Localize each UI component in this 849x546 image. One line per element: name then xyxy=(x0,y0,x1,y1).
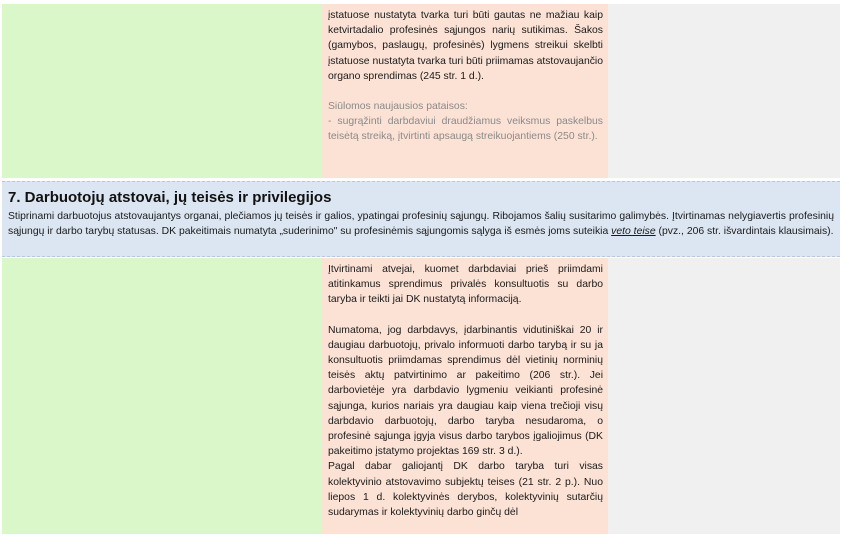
section-band xyxy=(2,181,840,257)
current-code-paragraph: Pagal dabar galiojantį DK darbo taryba turi visas kolektyvinio atstovavimo subjektų teises (21 str. 2 p.). Nuo liepos 1 d. kolektyvinės derybos, kolektyvinių sutarčių sudarymas ir kolektyvinių darbo ginčų dėl xyxy=(328,461,603,519)
strike-procedure-paragraph: įstatuose nustatyta tvarka turi būti gautas ne mažiau kaip ketvirtadalio profesinės sąjungos narių sutikimas. Šakos (gamybos, paslaugų, profesinės) lygmens streikui skelbti įstatuose nustatyta tvarka turi būti priimamas atstovaujančio organo sprendimas (245 str. 1 d.). xyxy=(328,10,603,82)
table-cell-peach xyxy=(322,4,608,178)
table-cell-gray xyxy=(608,4,840,178)
table-row-bottom xyxy=(2,258,840,534)
table-cell-green xyxy=(2,258,322,534)
section-description-tail: (pvz., 206 str. išvardintais klausimais). xyxy=(655,225,834,237)
document-page xyxy=(2,4,840,534)
proposed-amendments-heading: Siūlomos naujausios pataisos: xyxy=(328,101,468,113)
cell-text-block xyxy=(322,258,608,520)
consultation-paragraph: Įtvirtinami atvejai, kuomet darbdaviai prieš priimdami atitinkamus sprendimus privalės konsultuotis su darbo taryba ir teikti jai DK nustatytą informaciją. xyxy=(328,264,603,306)
section-description-text: Stiprinami darbuotojus atstovaujantys organai, plečiamos jų teisės ir galios, ypatingai profesinių sąjungų. Ribojamos šalių susitarimo galimybės. Įtvirtinamas nelygiavertis profesinių sąjungų ir darbo tarybų statusas. DK pakeitimais numatyta „suderinimo" su profesinėmis sąjungomis sąlyga iš esmės joms suteikia xyxy=(8,211,834,237)
table-cell-green xyxy=(2,4,322,178)
cell-text-block xyxy=(322,4,608,145)
work-council-paragraph: Numatoma, jog darbdavys, įdarbinantis vidutiniškai 20 ir daugiau darbuotojų, privalo informuoti darbo tarybą ir su ja konsultuotis priimdamas sprendimus dėl vietinių norminių teisės aktų patvirtinimo ar pakeitimo (206 str.). Jei darbovietėje yra darbdavio lygmeniu veikianti profesinė sąjunga, kurios nariais yra daugiau kaip viena trečioji visų darbdavio darbuotojų, darbo taryba nesudaroma, o profesinė sąjunga įgyja visus darbo tarybos įgaliojimus (DK pakeitimo įstatymo projektas 169 str. 3 d.). xyxy=(328,324,603,458)
section-description xyxy=(8,210,834,239)
table-row-top xyxy=(2,4,840,178)
section-title: 7. Darbuotojų atstovai, jų teisės ir privilegijos xyxy=(8,189,332,206)
veto-term: veto teise xyxy=(611,225,656,237)
table-cell-gray xyxy=(608,258,840,534)
proposed-amendment-item: - sugrąžinti darbdaviui draudžiamus veiksmus paskelbus teisėtą streiką, įtvirtinti apsaugą streikuojantiems (250 str.). xyxy=(328,116,603,143)
table-cell-peach xyxy=(322,258,608,534)
